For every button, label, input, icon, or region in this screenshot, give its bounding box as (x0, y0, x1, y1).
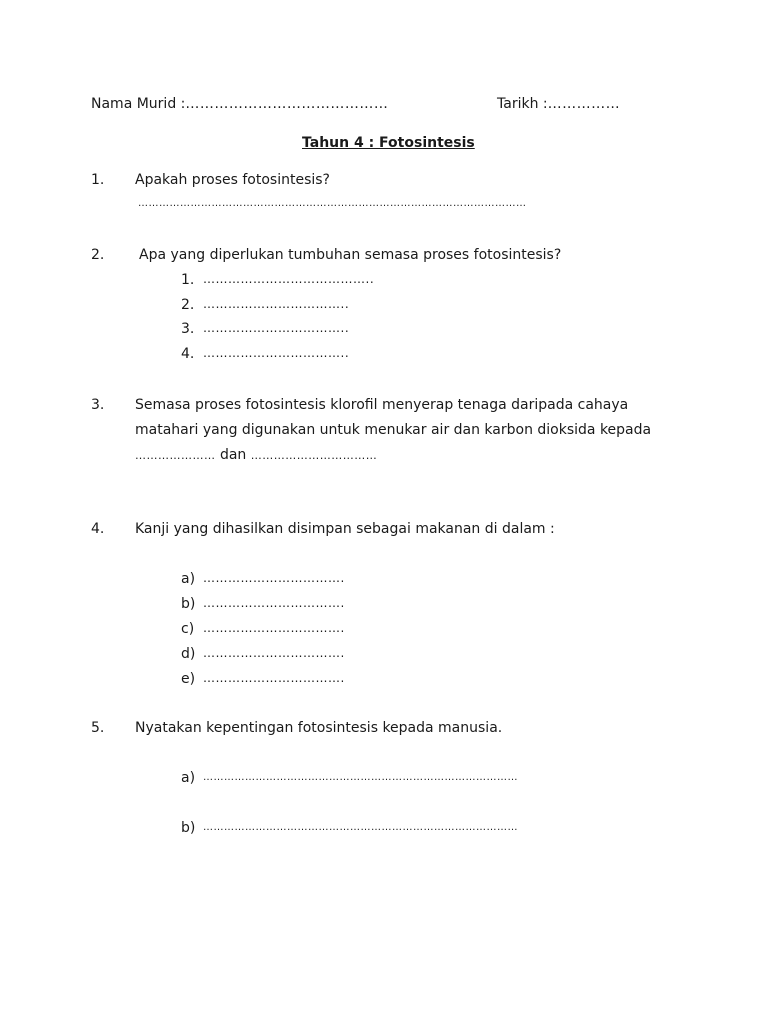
question-1-text: Apakah proses fotosintesis? (135, 172, 330, 188)
page-title: Tahun 4 : Fotosintesis (302, 135, 475, 151)
question-2-item-4-label: 4. (181, 346, 195, 362)
question-3-connector: dan (219, 447, 247, 463)
question-2-item-4-blank[interactable]: …………………………….. (203, 346, 350, 360)
question-2-number: 2. (91, 247, 105, 263)
question-5-item-b-label: b) (181, 820, 196, 836)
question-2-item-1-label: 1. (181, 272, 195, 288)
question-5-text: Nyatakan kepentingan fotosintesis kepada manusia. (135, 720, 503, 736)
question-4-item-a-label: a) (181, 571, 196, 587)
name-blank[interactable]: …………………………………… (185, 96, 389, 112)
question-2-text: Apa yang diperlukan tumbuhan semasa proses fotosintesis? (139, 247, 562, 263)
question-3-line-2: matahari yang digunakan untuk menukar air dan karbon dioksida kepada (135, 422, 652, 438)
question-5-item-a-label: a) (181, 770, 196, 786)
question-2-item-3-blank[interactable]: …………………………….. (203, 321, 350, 335)
question-2-item-2-blank[interactable]: …………………………….. (203, 297, 350, 311)
question-4-item-d-blank[interactable]: ……………………………. (203, 646, 345, 660)
question-5-item-b-blank[interactable]: ……………………………………………………………………………… (203, 822, 518, 833)
question-4-text: Kanji yang dihasilkan disimpan sebagai makanan di dalam : (135, 521, 555, 537)
question-3-number: 3. (91, 397, 105, 413)
question-3-blank-2[interactable]: …………………………… (250, 449, 378, 462)
question-3-line-3 (135, 447, 377, 463)
date-blank[interactable]: …………… (547, 96, 621, 112)
name-label: Nama Murid :…………………………………… (91, 96, 389, 112)
question-4-item-b-blank[interactable]: ……………………………. (203, 596, 345, 610)
date-label: Tarikh :…………… (497, 96, 621, 112)
question-4-item-b-label: b) (181, 596, 196, 612)
question-4-number: 4. (91, 521, 105, 537)
question-4-item-c-blank[interactable]: ……………………………. (203, 621, 345, 635)
question-4-item-d-label: d) (181, 646, 196, 662)
question-1-number: 1. (91, 172, 105, 188)
question-4-item-e-label: e) (181, 671, 196, 687)
question-5-number: 5. (91, 720, 105, 736)
question-2-item-3-label: 3. (181, 321, 195, 337)
question-4-item-a-blank[interactable]: ……………………………. (203, 571, 345, 585)
question-1-answer-line[interactable]: ………………………………………………………………………………………………… (138, 198, 527, 209)
question-3-line-1: Semasa proses fotosintesis klorofil menyerap tenaga daripada cahaya (135, 397, 629, 413)
question-5-item-a-blank[interactable]: ……………………………………………………………………………… (203, 772, 518, 783)
question-4-item-c-label: c) (181, 621, 195, 637)
question-2-item-1-blank[interactable]: ………………………………….. (203, 272, 375, 286)
question-2-item-2-label: 2. (181, 297, 195, 313)
question-4-item-e-blank[interactable]: ……………………………. (203, 671, 345, 685)
question-3-blank-1[interactable]: ………………… (135, 449, 216, 462)
